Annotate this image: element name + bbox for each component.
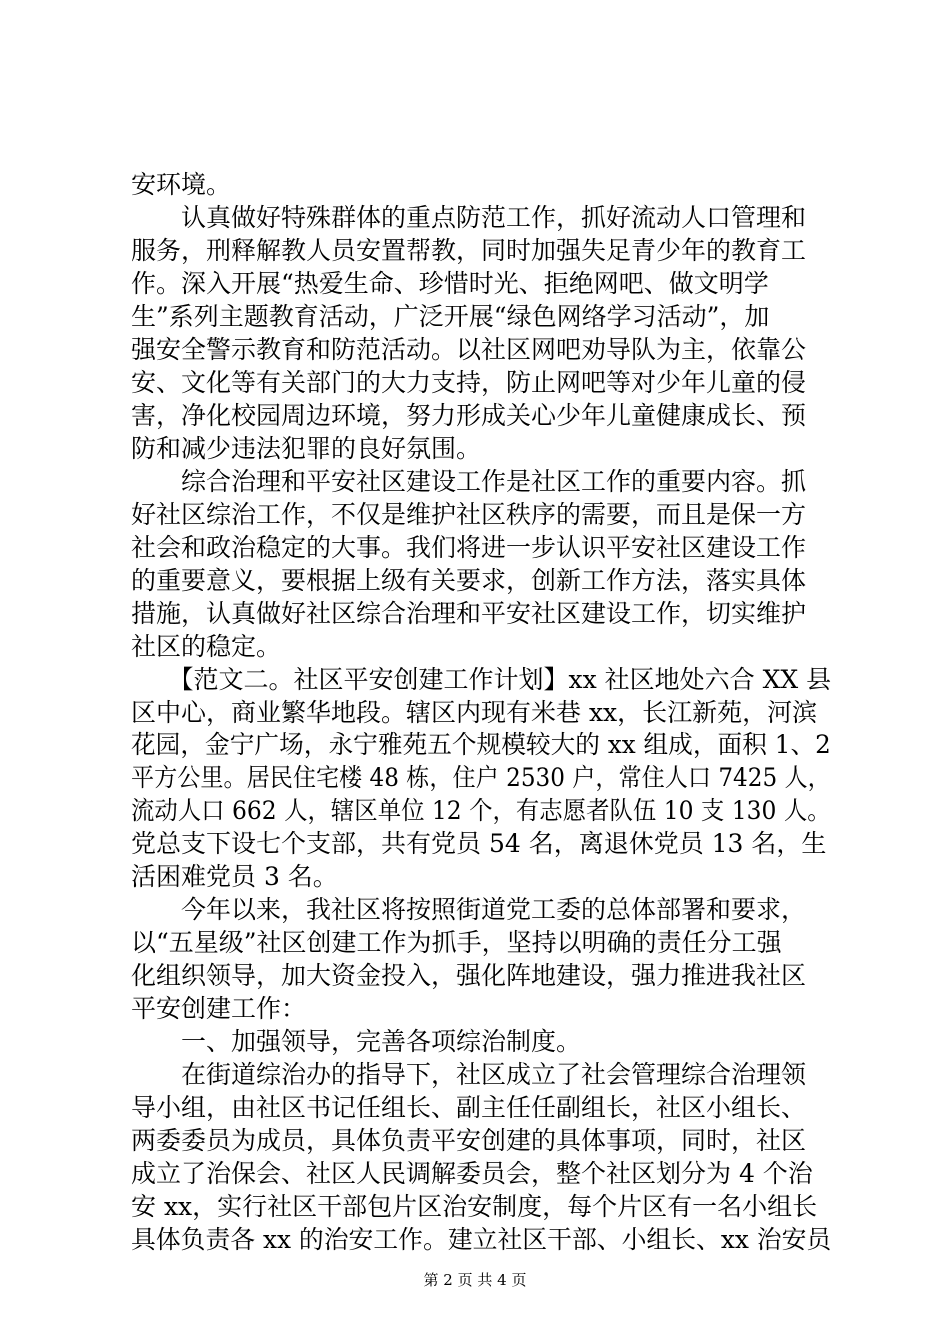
body-text-line: 在街道综治办的指导下，社区成立了社会管理综合治理领: [131, 1060, 807, 1090]
body-text-line: 导小组，由社区书记任组长、副主任任副组长，社区小组长、: [131, 1093, 807, 1123]
body-text-line: 成立了治保会、社区人民调解委员会，整个社区划分为 4 个治: [131, 1159, 813, 1189]
section-heading: 一、加强领导，完善各项综治制度。: [131, 1027, 582, 1057]
body-text-line: 生”系列主题教育活动，广泛开展“绿色网络学习活动”，加: [131, 301, 770, 331]
body-text-line: 党总支下设七个支部，共有党员 54 名，离退休党员 13 名，生: [131, 829, 827, 859]
body-text-line: 活困难党员 3 名。: [131, 862, 338, 892]
body-text-line: 区中心，商业繁华地段。辖区内现有米巷 xx，长江新苑，河滨: [131, 697, 818, 727]
body-text-line: 平安创建工作：: [131, 994, 307, 1024]
body-text-line: 安环境。: [131, 170, 232, 199]
body-text-line: 防和减少违法犯罪的良好氛围。: [131, 433, 482, 463]
body-text-line: 的重要意义，要根据上级有关要求，创新工作方法，落实具体: [131, 565, 807, 595]
body-text-line: 平方公里。居民住宅楼 48 栋，住户 2530 户，常住人口 7425 人，: [131, 763, 831, 793]
page-number-footer: 第 2 页 共 4 页: [423, 1271, 527, 1289]
body-text-line: 【范文二。社区平安创建工作计划】xx 社区地处六合 XX 县: [131, 664, 832, 694]
body-text-line: 作。深入开展“热爱生命、珍惜时光、拒绝网吧、做文明学: [131, 268, 769, 298]
body-text-line: 两委委员为成员，具体负责平安创建的具体事项，同时，社区: [131, 1126, 807, 1156]
body-text-line: 以“五星级”社区创建工作为抓手，坚持以明确的责任分工强: [131, 928, 782, 958]
body-text-line: 害，净化校园周边环境，努力形成关心少年儿童健康成长、预: [131, 400, 807, 430]
body-text-line: 好社区综治工作，不仅是维护社区秩序的需要，而且是保一方: [131, 499, 807, 529]
body-text-line: 流动人口 662 人，辖区单位 12 个，有志愿者队伍 10 支 130 人。: [131, 796, 831, 826]
body-text-line: 今年以来，我社区将按照街道党工委的总体部署和要求，: [131, 895, 807, 925]
body-text-line: 具体负责各 xx 的治安工作。建立社区干部、小组长、xx 治安员: [131, 1225, 832, 1254]
body-text-line: 措施，认真做好社区综合治理和平安社区建设工作，切实维护: [131, 598, 807, 628]
body-text-line: 服务，刑释解教人员安置帮教，同时加强失足青少年的教育工: [131, 235, 807, 265]
body-text-line: 认真做好特殊群体的重点防范工作，抓好流动人口管理和: [131, 202, 807, 232]
body-text-line: 强安全警示教育和防范活动。以社区网吧劝导队为主，依靠公: [131, 334, 807, 364]
body-text-line: 花园，金宁广场，永宁雅苑五个规模较大的 xx 组成，面积 1、2: [131, 730, 831, 760]
body-text-line: 化组织领导，加大资金投入，强化阵地建设，强力推进我社区: [131, 961, 807, 991]
body-text-line: 社会和政治稳定的大事。我们将进一步认识平安社区建设工作: [131, 532, 807, 562]
body-text-line: 安、文化等有关部门的大力支持，防止网吧等对少年儿童的侵: [131, 367, 807, 397]
body-text-line: 综合治理和平安社区建设工作是社区工作的重要内容。抓: [131, 466, 807, 496]
body-text-line: 安 xx，实行社区干部包片区治安制度，每个片区有一名小组长: [131, 1192, 818, 1222]
body-text-line: 社区的稳定。: [131, 631, 282, 661]
